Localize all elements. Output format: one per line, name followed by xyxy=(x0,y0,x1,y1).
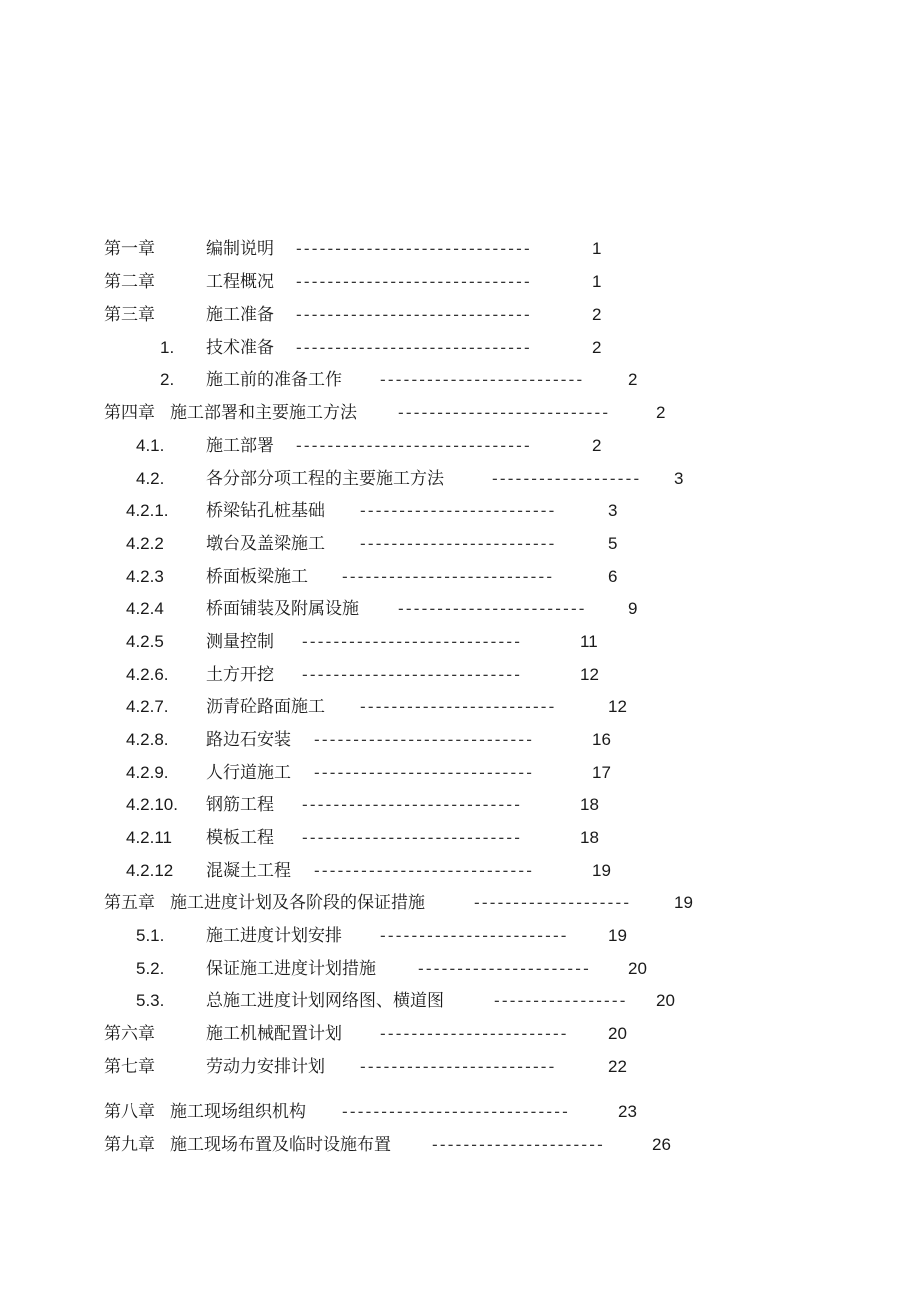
toc-title: 桥面板梁施工 xyxy=(206,567,308,587)
toc-leader: ---------------------------- xyxy=(302,795,523,814)
toc-title: 施工进度计划安排 xyxy=(206,926,342,946)
toc-page: 12 xyxy=(580,665,599,684)
toc-number: 4.2. xyxy=(136,469,165,488)
toc-leader: ------------------------------ xyxy=(296,305,532,324)
toc-title: 施工现场布置及临时设施布置 xyxy=(170,1135,391,1155)
toc-leader: ------------------------------ xyxy=(296,239,532,258)
toc-page: 1 xyxy=(592,239,602,258)
toc-title: 桥梁钻孔桩基础 xyxy=(206,501,325,521)
toc-page: 2 xyxy=(592,305,602,324)
toc-page: 19 xyxy=(674,893,693,912)
toc-leader: ------------------------------ xyxy=(296,272,532,291)
toc-page: 20 xyxy=(608,1024,627,1043)
toc-title: 墩台及盖梁施工 xyxy=(206,534,325,554)
toc-title: 模板工程 xyxy=(206,828,274,848)
toc-number: 5.2. xyxy=(136,959,165,978)
toc-leader: ------------------------- xyxy=(360,697,557,716)
toc-leader: -------------------- xyxy=(474,893,632,912)
toc-title: 施工准备 xyxy=(206,305,274,325)
toc-page: 20 xyxy=(628,959,647,978)
toc-title: 各分部分项工程的主要施工方法 xyxy=(206,469,444,489)
toc-page: 18 xyxy=(580,828,599,847)
toc-number: 4.2.6. xyxy=(126,665,169,684)
toc-number: 第八章 xyxy=(104,1102,155,1122)
toc-number: 4.2.11 xyxy=(126,828,173,847)
toc-page: 11 xyxy=(580,632,598,651)
toc-title: 总施工进度计划网络图、横道图 xyxy=(206,991,444,1011)
toc-leader: ------------------------ xyxy=(398,599,587,618)
toc-page: 3 xyxy=(608,501,618,520)
toc-title: 混凝土工程 xyxy=(206,861,291,881)
toc-page: 18 xyxy=(580,795,599,814)
toc-number: 4.2.5 xyxy=(126,632,164,651)
toc-number: 4.1. xyxy=(136,436,165,455)
toc-leader: ----------------- xyxy=(494,991,628,1010)
toc-page: 2 xyxy=(628,370,638,389)
toc-leader: --------------------------- xyxy=(398,403,611,422)
toc-title: 工程概况 xyxy=(206,272,274,292)
toc-page: 3 xyxy=(674,469,684,488)
toc-title: 施工部署和主要施工方法 xyxy=(170,403,357,423)
toc-page: 2 xyxy=(592,338,602,357)
toc-number: 第六章 xyxy=(104,1024,155,1044)
toc-leader: ---------------------- xyxy=(432,1135,605,1154)
toc-number: 4.2.10. xyxy=(126,795,178,814)
toc-title: 施工部署 xyxy=(206,436,274,456)
toc-leader: ---------------------------- xyxy=(314,730,535,749)
toc-page: 2 xyxy=(656,403,666,422)
toc-page: 16 xyxy=(592,730,611,749)
toc-title: 保证施工进度计划措施 xyxy=(206,959,376,979)
toc-number: 4.2.12 xyxy=(126,861,174,880)
toc-title: 施工前的准备工作 xyxy=(206,370,342,390)
toc-leader: ------------------------- xyxy=(360,534,557,553)
toc-number: 1. xyxy=(160,338,175,357)
toc-page: 19 xyxy=(608,926,627,945)
toc-leader: ------------------------ xyxy=(380,1024,569,1043)
toc-leader: ---------------------------- xyxy=(302,632,523,651)
toc-leader: ------------------------------ xyxy=(296,436,532,455)
toc-title: 施工机械配置计划 xyxy=(206,1024,342,1044)
toc-leader: --------------------------- xyxy=(342,567,555,586)
toc-title: 测量控制 xyxy=(206,632,274,652)
toc-leader: ---------------------------- xyxy=(314,763,535,782)
toc-title: 桥面铺装及附属设施 xyxy=(206,599,359,619)
toc-leader: ------------------------------ xyxy=(296,338,532,357)
toc-leader: ---------------------------- xyxy=(302,828,523,847)
toc-page: 23 xyxy=(618,1102,637,1121)
toc-title: 土方开挖 xyxy=(206,665,274,685)
toc-leader: ---------------------------- xyxy=(302,665,523,684)
toc-title: 施工现场组织机构 xyxy=(170,1102,306,1122)
toc-number: 第二章 xyxy=(104,272,155,292)
toc-leader: ----------------------------- xyxy=(342,1102,570,1121)
toc-number: 第七章 xyxy=(104,1057,155,1077)
toc-page: 1 xyxy=(592,272,602,291)
toc-number: 第五章 xyxy=(104,893,155,913)
toc-leader: ------------------------ xyxy=(380,926,569,945)
toc-number: 4.2.1. xyxy=(126,501,169,520)
toc-leader: ---------------------- xyxy=(418,959,591,978)
toc-number: 第九章 xyxy=(104,1135,155,1155)
toc-page: 2 xyxy=(592,436,602,455)
toc-page: 19 xyxy=(592,861,611,880)
toc-number: 第一章 xyxy=(104,239,155,259)
toc-page: 17 xyxy=(592,763,611,782)
toc-leader: ------------------------- xyxy=(360,1057,557,1076)
toc-title: 技术准备 xyxy=(206,338,274,358)
toc-page: 12 xyxy=(608,697,627,716)
toc-leader: ------------------- xyxy=(492,469,642,488)
toc-number: 5.3. xyxy=(136,991,165,1010)
toc-page: 20 xyxy=(656,991,675,1010)
toc-number: 4.2.2 xyxy=(126,534,164,553)
toc-number: 2. xyxy=(160,370,175,389)
toc-number: 4.2.7. xyxy=(126,697,169,716)
toc-leader: ------------------------- xyxy=(360,501,557,520)
toc-number: 第三章 xyxy=(104,305,155,325)
toc-title: 施工进度计划及各阶段的保证措施 xyxy=(170,893,425,913)
toc-page: 6 xyxy=(608,567,618,586)
toc-number: 4.2.9. xyxy=(126,763,169,782)
toc-page: 22 xyxy=(608,1057,627,1076)
toc-page: 26 xyxy=(652,1135,671,1154)
toc-number: 4.2.3 xyxy=(126,567,164,586)
toc-title: 路边石安装 xyxy=(206,730,291,750)
toc-title: 钢筋工程 xyxy=(206,795,274,815)
toc-number: 第四章 xyxy=(104,403,155,423)
toc-number: 4.2.4 xyxy=(126,599,164,618)
toc-title: 沥青砼路面施工 xyxy=(206,697,325,717)
toc-page: 5 xyxy=(608,534,618,553)
toc-title: 人行道施工 xyxy=(206,763,291,783)
toc-title: 劳动力安排计划 xyxy=(206,1057,325,1077)
toc-number: 5.1. xyxy=(136,926,165,945)
toc-leader: ---------------------------- xyxy=(314,861,535,880)
toc-leader: -------------------------- xyxy=(380,370,585,389)
toc-number: 4.2.8. xyxy=(126,730,169,749)
toc-page: 9 xyxy=(628,599,638,618)
toc-title: 编制说明 xyxy=(206,239,274,259)
